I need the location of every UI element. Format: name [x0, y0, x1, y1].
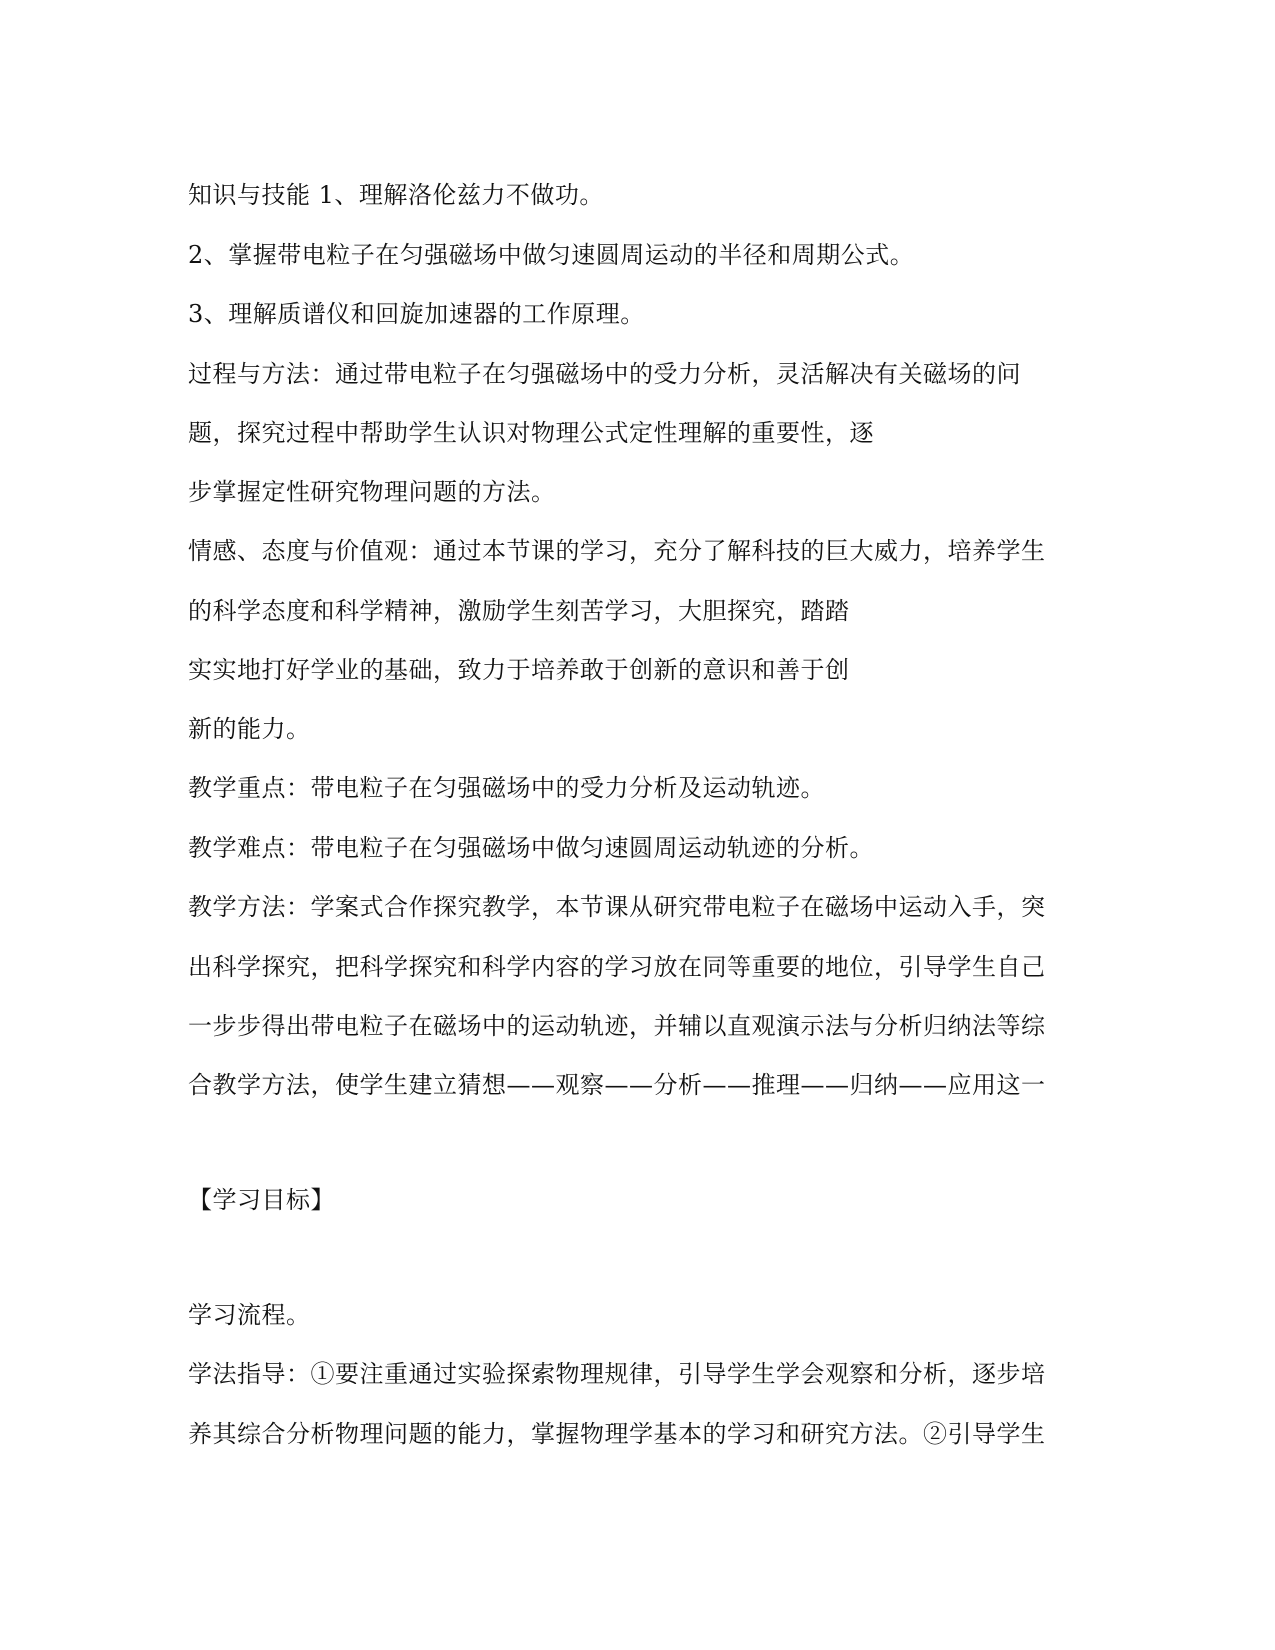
text-line: 养其综合分析物理问题的能力，掌握物理学基本的学习和研究方法。②引导学生 — [188, 1420, 1046, 1448]
text-line: 2、掌握带电粒子在匀强磁场中做匀速圆周运动的半径和周期公式。 — [188, 241, 915, 269]
text-line: 知识与技能 1、理解洛伦兹力不做功。 — [188, 181, 604, 209]
text-line: 合教学方法，使学生建立猜想——观察——分析——推理——归纳——应用这一 — [188, 1071, 1046, 1099]
section-heading: 【学习目标】 — [188, 1186, 335, 1214]
text-line: 教学重点：带电粒子在匀强磁场中的受力分析及运动轨迹。 — [188, 774, 825, 802]
text-line: 题，探究过程中帮助学生认识对物理公式定性理解的重要性，逐 — [188, 419, 874, 447]
text-line: 的科学态度和科学精神，激励学生刻苦学习，大胆探究，踏踏 — [188, 597, 850, 625]
text-line: 3、理解质谱仪和回旋加速器的工作原理。 — [188, 300, 645, 328]
text-line: 教学难点：带电粒子在匀强磁场中做匀速圆周运动轨迹的分析。 — [188, 834, 874, 862]
text-line: 实实地打好学业的基础，致力于培养敢于创新的意识和善于创 — [188, 656, 850, 684]
text-line: 情感、态度与价值观：通过本节课的学习，充分了解科技的巨大威力，培养学生 — [188, 537, 1046, 565]
text-line: 出科学探究，把科学探究和科学内容的学习放在同等重要的地位，引导学生自己 — [188, 953, 1046, 981]
text-line: 步掌握定性研究物理问题的方法。 — [188, 478, 556, 506]
text-line: 教学方法：学案式合作探究教学，本节课从研究带电粒子在磁场中运动入手，突 — [188, 893, 1046, 921]
text-line: 一步步得出带电粒子在磁场中的运动轨迹，并辅以直观演示法与分析归纳法等综 — [188, 1012, 1046, 1040]
text-line: 过程与方法：通过带电粒子在匀强磁场中的受力分析，灵活解决有关磁场的问 — [188, 360, 1021, 388]
text-line: 新的能力。 — [188, 715, 311, 743]
text-line: 学法指导：①要注重通过实验探索物理规律，引导学生学会观察和分析，逐步培 — [188, 1360, 1046, 1388]
text-line: 学习流程。 — [188, 1301, 311, 1329]
